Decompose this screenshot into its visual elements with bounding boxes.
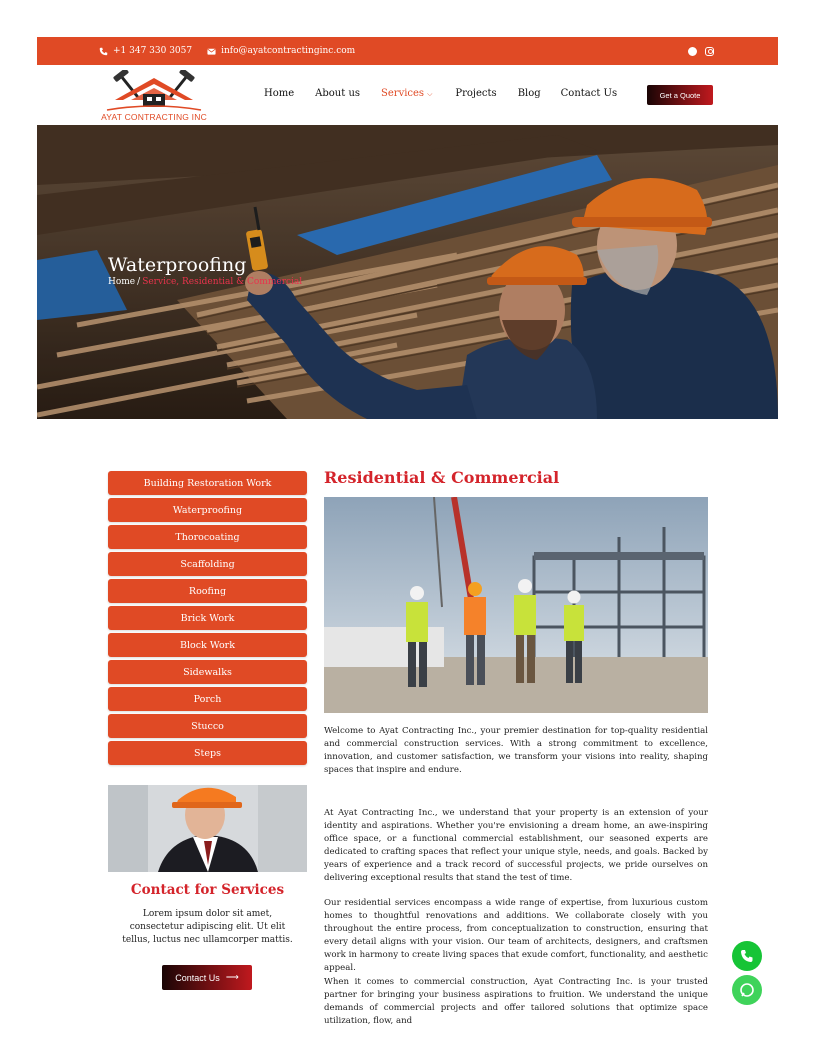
construction-site-image [324,497,708,713]
service-porch-button[interactable]: Porch [108,687,307,711]
service-sidewalks-button[interactable]: Sidewalks [108,660,307,684]
service-brick-work-button[interactable]: Brick Work [108,606,307,630]
hero-banner [37,125,778,419]
breadcrumb-separator: / [137,277,141,287]
house-hammers-logo-icon [101,70,211,114]
service-waterproofing-button[interactable]: Waterproofing [108,498,307,522]
service-steps-button[interactable]: Steps [108,741,307,765]
phone-link[interactable] [99,46,192,56]
breadcrumb-current: Service, Residential & Commercial [142,277,303,287]
contact-us-label: Contact Us [175,972,220,983]
whatsapp-button[interactable] [732,941,762,971]
logo-wordmark: AYAT CONTRACTING INC [101,112,207,122]
phone-icon [739,948,755,964]
commercial-paragraph: When it comes to commercial construction, Ayat Contracting Inc. is your trusted partner for bringing your business aspirations to fruition. We understand the unique demands of commercial projects and offer tailored solutions that optimize space utilization, flow, and [324,977,708,1026]
nav-contact-us[interactable]: Contact Us [560,88,618,99]
nav-home[interactable]: Home [264,88,295,99]
page-title: Waterproofing [108,254,247,276]
about-paragraph: At Ayat Contracting Inc., we understand that your property is an extension of your identity and aspirations. Whether you're envisioning a dream home, an awe-inspiring office space, or a functional commercial establishment, our seasoned experts are dedicated to crafting spaces that reflect your unique style, needs, and goals. Backed by years of experience and a track record of successful projects, we pride ourselves on delivering exceptional results that stand the test of time. [324,808,708,883]
top-contact-info [99,46,364,56]
main-navigation [264,88,617,99]
service-building-restoration-button[interactable]: Building Restoration Work [108,471,307,495]
envelope-icon [207,47,216,56]
arrow-right-icon: ⟶ [225,972,239,982]
chevron-down-icon: ⌵ [427,90,433,98]
section-title: Residential & Commercial [324,468,560,487]
chat-bubble-icon [739,982,755,998]
breadcrumb-home[interactable]: Home [108,277,136,287]
services-sidebar [108,471,307,768]
email-link[interactable] [207,46,355,56]
instagram-icon[interactable] [705,47,714,56]
nav-services[interactable] [381,88,432,99]
top-contact-bar [37,37,778,65]
phone-number: +1 347 330 3057 [113,46,193,56]
service-roofing-button[interactable]: Roofing [108,579,307,603]
email-address: info@ayatcontractinginc.com [221,46,356,56]
contractor-portrait-image [108,785,307,872]
chat-button[interactable] [732,975,762,1005]
service-block-work-button[interactable]: Block Work [108,633,307,657]
site-header [37,65,778,125]
contact-us-button[interactable] [162,965,252,990]
nav-projects[interactable]: Projects [455,88,497,99]
service-stucco-button[interactable]: Stucco [108,714,307,738]
get-a-quote-button[interactable]: Get a Quote [647,85,713,105]
nav-blog[interactable]: Blog [517,88,541,99]
phone-icon [99,47,108,56]
breadcrumb [108,277,302,287]
contact-description: Lorem ipsum dolor sit amet, consectetur adipiscing elit. Ut elit tellus, luctus nec ullamcorper mattis. [122,909,293,945]
contact-for-services-heading: Contact for Services [130,882,285,898]
residential-paragraph: Our residential services encompass a wide range of expertise, from luxurious custom homes to thoughtful renovations and additions. We collaborate closely with you throughout the entire process, from conceptualization to construction, ensuring that every detail aligns with your vision. Our team of architects, designers, and craftsmen work in harmony to create living spaces that exude comfort, functionality, and aesthetic appeal. [324,898,708,973]
facebook-icon[interactable] [688,47,697,56]
service-scaffolding-button[interactable]: Scaffolding [108,552,307,576]
service-thorocoating-button[interactable]: Thorocoating [108,525,307,549]
nav-services-label: Services [381,88,425,99]
company-logo[interactable] [101,70,211,122]
social-links [688,47,714,56]
nav-about-us[interactable]: About us [315,88,361,99]
intro-paragraph: Welcome to Ayat Contracting Inc., your premier destination for top-quality residential and commercial construction services. With a strong commitment to excellence, innovation, and customer satisfaction, we transform your visions into reality, shaping spaces that inspire and endure. [324,726,708,775]
